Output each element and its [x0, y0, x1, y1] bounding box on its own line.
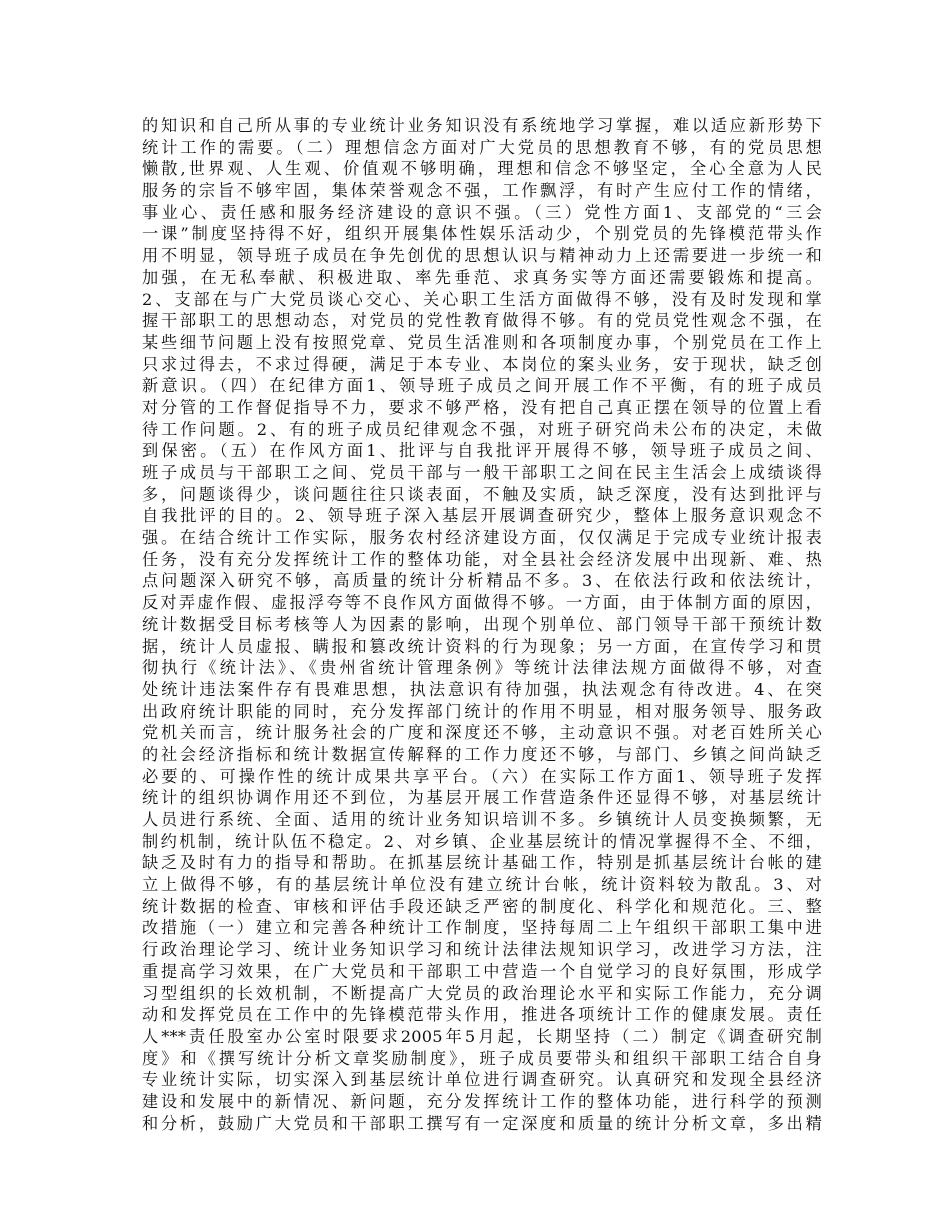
text-line: 任务，没有充分发挥统计工作的整体功能，对全县社会经济发展中出现新、难、热: [142, 549, 822, 569]
text-line: 制约机制，统计队伍不稳定。2、对乡镇、企业基层统计的情况掌握得不全、不细，: [142, 831, 822, 851]
text-line: 新意识。（四）在纪律方面1、领导班子成员之间开展工作不平衡，有的班子成员: [142, 376, 822, 396]
text-line: 2、支部在与广大党员谈心交心、关心职工生活方面做得不够，没有及时发现和掌: [142, 289, 822, 309]
text-line: 加强，在无私奉献、积极进取、率先垂范、求真务实等方面还需要锻炼和提高。: [142, 267, 822, 287]
text-line: 建设和发展中的新情况、新问题，充分发挥统计工作的整体功能，进行科学的预测: [142, 1091, 822, 1111]
text-line: 党机关而言，统计服务社会的广度和深度还不够，主动意识不强。对老百姓所关心: [142, 723, 822, 743]
text-line: 服务的宗旨不够牢固，集体荣誉观念不强，工作飘浮，有时产生应付工作的情绪，: [142, 181, 822, 201]
text-line: 班子成员与干部职工之间、党员干部与一般干部职工之间在民主生活会上成绩谈得: [142, 463, 822, 482]
text-line: 待工作问题。2、有的班子成员纪律观念不强，对班子研究尚未公布的决定，未做: [142, 419, 822, 439]
text-line: 反对弄虚作假、虚报浮夸等不良作风方面做得不够。一方面，由于体制方面的原因，: [142, 593, 822, 613]
text-line: 握干部职工的思想动态，对党员的党性教育做得不够。有的党员党性观念不强，在: [142, 311, 822, 331]
text-line: 一课”制度坚持得不好，组织开展集体性娱乐活动少，个别党员的先锋模范带头作: [142, 224, 822, 244]
text-line: 处统计违法案件存有畏难思想，执法意识有待加强，执法观念有待改进。4、在突: [142, 679, 822, 699]
text-line: 某些细节问题上没有按照党章、党员生活准则和各项制度办事，个别党员在工作上: [142, 332, 822, 352]
text-line: 重提高学习效果，在广大党员和干部职工中营造一个自觉学习的良好氛围，形成学: [142, 961, 822, 981]
text-line: 出政府统计职能的同时，充分发挥部门统计的作用不明显，相对服务领导、服务政: [142, 701, 822, 721]
text-line: 懒散,世界观、人生观、价值观不够明确，理想和信念不够坚定，全心全意为人民: [142, 159, 822, 179]
text-line: 彻执行《统计法》、《贵州省统计管理条例》等统计法律法规方面做得不够，对查: [142, 658, 822, 678]
text-line: 度》和《撰写统计分析文章奖励制度》，班子成员要带头和组织干部职工结合自身: [142, 1048, 822, 1068]
text-line: 用不明显，领导班子成员在争先创优的思想认识与精神动力上还需要进一步统一和: [142, 246, 822, 266]
text-line: 统计数据的检查、审核和评估手段还缺乏严密的制度化、科学化和规范化。三、整: [142, 896, 822, 916]
text-line: 动和发挥党员在工作中的先锋模范带头作用，推进各项统计工作的健康发展。责任: [142, 1005, 822, 1025]
text-line: 据，统计人员虚报、瞒报和篡改统计资料的行为现象；另一方面，在宣传学习和贯: [142, 636, 822, 656]
text-line: 的知识和自己所从事的专业统计业务知识没有系统地学习掌握，难以适应新形势下: [142, 116, 822, 135]
text-line: 点问题深入研究不够，高质量的统计分析精品不多。3、在依法行政和依法统计，: [142, 571, 822, 591]
text-line: 和分析，鼓励广大党员和干部职工撰写有一定深度和质量的统计分析文章，多出精: [142, 1113, 822, 1133]
text-line: 立上做得不够，有的基层统计单位没有建立统计台帐，统计资料较为散乱。3、对: [142, 875, 822, 895]
text-line: 强。在结合统计工作实际，服务农村经济建设方面，仅仅满足于完成专业统计报表: [142, 528, 822, 548]
text-line: 只求过得去，不求过得硬，满足于本专业、本岗位的案头业务，安于现状，缺乏创: [142, 354, 822, 374]
text-line: 专业统计实际，切实深入到基层统计单位进行调查研究。认真研究和发现全县经济: [142, 1070, 822, 1090]
text-line: 统计工作的需要。（二）理想信念方面对广大党员的思想教育不够，有的党员思想: [142, 137, 822, 157]
text-line: 到保密。（五）在作风方面1、批评与自我批评开展得不够，领导班子成员之间、: [142, 441, 822, 461]
text-line: 事业心、责任感和服务经济建设的意识不强。（三）党性方面1、支部党的“三会: [142, 202, 822, 222]
text-line: 自我批评的目的。2、领导班子深入基层开展调查研究少，整体上服务意识观念不: [142, 506, 822, 526]
text-line: 行政治理论学习、统计业务知识学习和统计法律法规知识学习，改进学习方法，注: [142, 940, 822, 960]
text-line: 改措施（一）建立和完善各种统计工作制度，坚持每周二上午组织干部职工集中进: [142, 918, 822, 938]
text-line: 人员进行系统、全面、适用的统计业务知识培训不多。乡镇统计人员变换频繁，无: [142, 810, 822, 829]
text-line: 的社会经济指标和统计数据宣传解释的工作力度还不够，与部门、乡镇之间尚缺乏: [142, 744, 822, 764]
text-line: 习型组织的长效机制，不断提高广大党员的政治理论水平和实际工作能力，充分调: [142, 983, 822, 1003]
text-line: 缺乏及时有力的指导和帮助。在抓基层统计基础工作，特别是抓基层统计台帐的建: [142, 853, 822, 873]
text-line: 对分管的工作督促指导不力，要求不够严格，没有把自己真正摆在领导的位置上看: [142, 397, 822, 417]
text-line: 统计数据受目标考核等人为因素的影响，出现个别单位、部门领导干部干预统计数: [142, 614, 822, 634]
body-text: [142, 115, 822, 1134]
text-line: 统计的组织协调作用还不到位，为基层开展工作营造条件还显得不够，对基层统计: [142, 788, 822, 808]
text-line: 必要的、可操作性的统计成果共享平台。（六）在实际工作方面1、领导班子发挥: [142, 766, 822, 786]
text-line: 多，问题谈得少，谈问题往往只谈表面，不触及实质，缺乏深度，没有达到批评与: [142, 484, 822, 504]
text-line: 人***责任股室办公室时限要求2005年5月起，长期坚持（二）制定《调查研究制: [142, 1026, 822, 1046]
